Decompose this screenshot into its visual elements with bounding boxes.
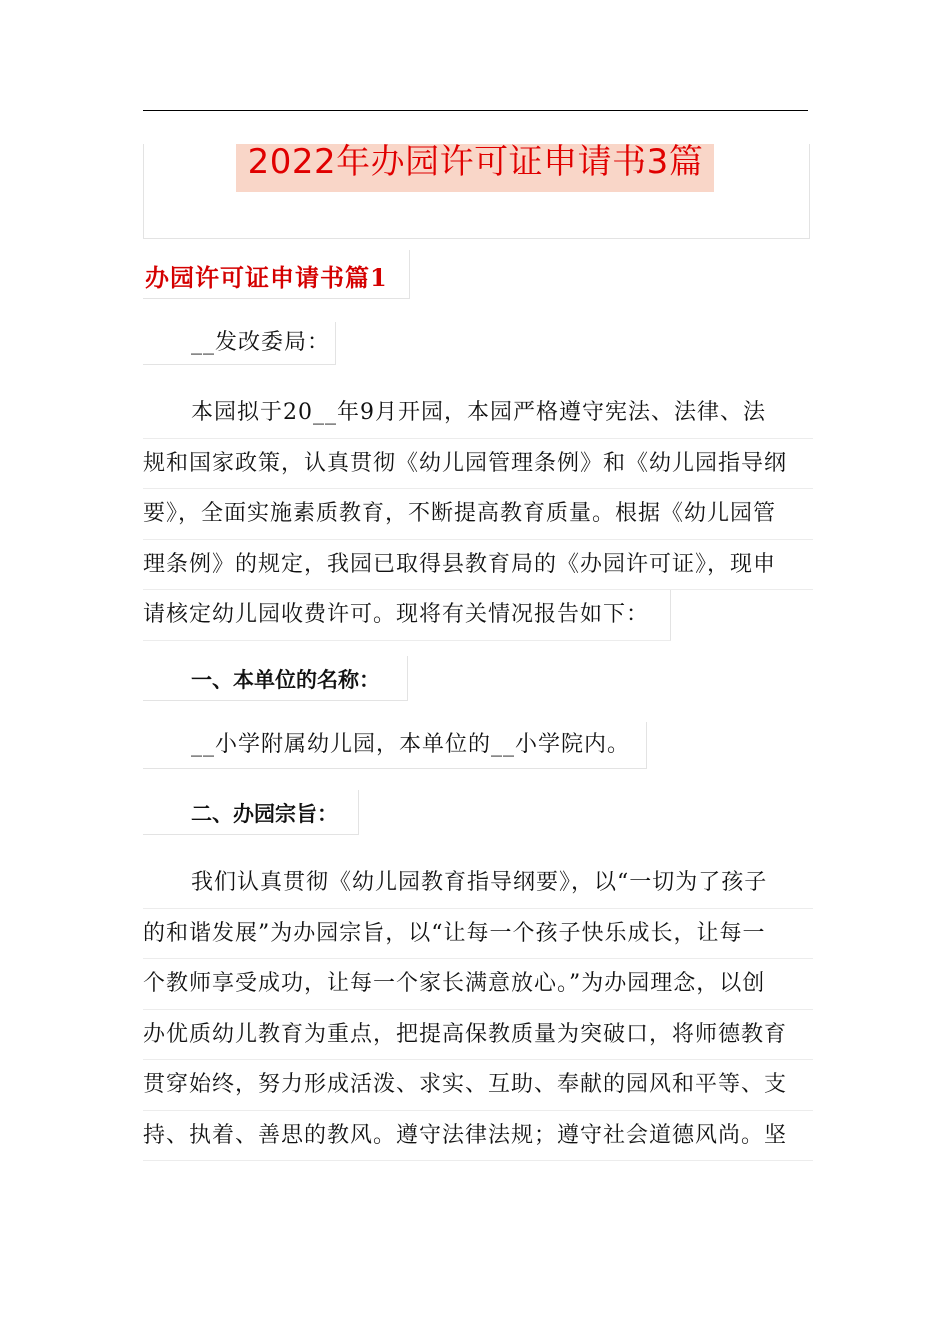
paragraph-2-line: 持、执着、善思的教风。遵守法律法规；遵守社会道德风尚。坚 (143, 1111, 813, 1162)
header-rule (143, 110, 808, 111)
paragraph-1-line: 要》，全面实施素质教育，不断提高教育质量。根据《幼儿园管 (143, 489, 813, 540)
paragraph-1-line: 本园拟于20__年9月开园，本园严格遵守宪法、法律、法 (143, 388, 813, 439)
unit-name-box (143, 722, 647, 769)
document-title: 2022年办园许可证申请书3篇 (247, 142, 704, 182)
paragraph-1-line: 请核定幼儿园收费许可。现将有关情况报告如下： (143, 590, 671, 641)
paragraph-2-line: 的和谐发展”为办园宗旨，以“让每一个孩子快乐成长，让每一 (143, 909, 813, 960)
heading-2-box (143, 790, 359, 835)
paragraph-2-line: 贯穿始终，努力形成活泼、求实、互助、奉献的园风和平等、支 (143, 1060, 813, 1111)
paragraph-2-line: 办优质幼儿教育为重点，把提高保教质量为突破口，将师德教育 (143, 1010, 813, 1061)
paragraph-2 (143, 858, 813, 1161)
section-title-box (143, 250, 410, 299)
heading-1-box (143, 656, 408, 701)
unit-name-line: __小学附属幼儿园，本单位的__小学院内。 (191, 732, 631, 757)
salutation: __发改委局： (191, 330, 331, 355)
salutation-box (143, 322, 336, 365)
heading-1: 一、本单位的名称： (191, 668, 380, 692)
paragraph-1-line: 规和国家政策，认真贯彻《幼儿园管理条例》和《幼儿园指导纲 (143, 439, 813, 490)
heading-2: 二、办园宗旨： (191, 802, 338, 826)
paragraph-2-line: 我们认真贯彻《幼儿园教育指导纲要》，以“一切为了孩子 (143, 858, 813, 909)
section-title: 办园许可证申请书篇1 (145, 263, 388, 292)
paragraph-1-line: 理条例》的规定，我园已取得县教育局的《办园许可证》，现申 (143, 540, 813, 591)
paragraph-1 (143, 388, 813, 641)
paragraph-2-line: 个教师享受成功，让每一个家长满意放心。”为办园理念，以创 (143, 959, 813, 1010)
